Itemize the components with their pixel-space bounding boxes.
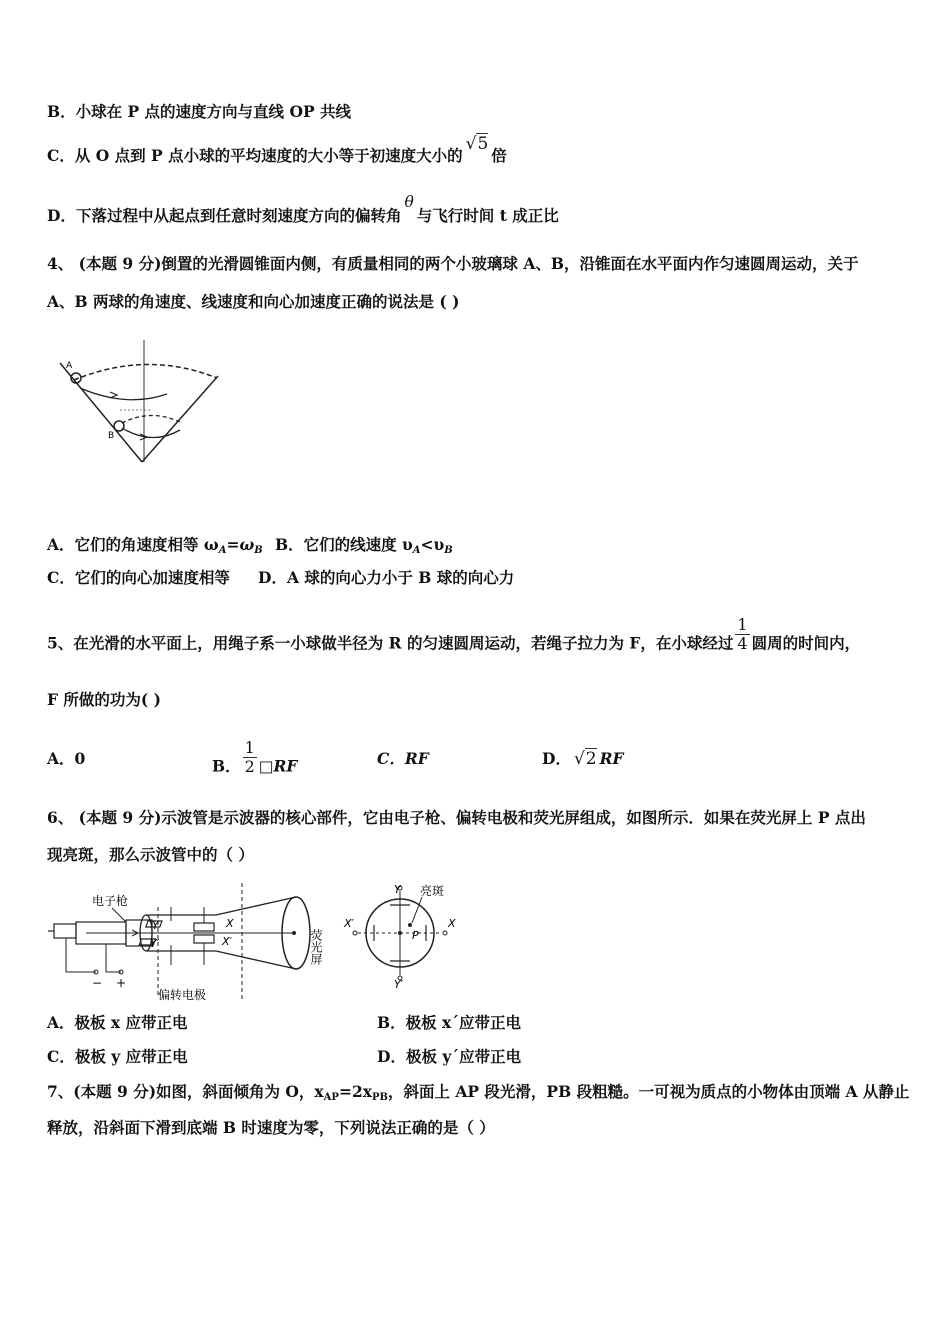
frac-num: 1 xyxy=(737,615,748,634)
q5-stem-tail: 圆周的时间内， xyxy=(751,633,861,653)
frac-den: 4 xyxy=(737,634,748,653)
label-bright-spot: 亮斑 xyxy=(420,884,445,898)
q7-stem-text: 7、(本题 9 分)如图，斜面倾角为 O，x xyxy=(47,1082,324,1101)
fig-label-a: A xyxy=(66,361,73,371)
q7-stem-tail: ，斜面上 AP 段光滑，PB 段粗糙。一可视为质点的小物体由顶端 A 从静止 xyxy=(387,1082,910,1101)
q5-option-b-text: B． xyxy=(212,756,241,776)
cone-figure xyxy=(52,338,227,468)
label-point-p: P xyxy=(412,929,419,942)
half-den: 2 xyxy=(244,757,255,776)
label-deflection-electrodes: 偏转电极 xyxy=(158,988,207,1002)
q4-option-a-text: A．它们的角速度相等 ω xyxy=(47,535,219,554)
q3-option-b: B．小球在 P 点的速度方向与直线 OP 共线 xyxy=(47,102,351,121)
oscilloscope-tube-figure xyxy=(46,877,466,1002)
label-plus: + xyxy=(116,976,127,990)
q7-stem-line1 xyxy=(47,1082,909,1108)
label-minus: − xyxy=(92,976,103,990)
label-screen-yp: Y′ xyxy=(394,978,404,991)
q4-option-b-sub2: B xyxy=(444,545,453,556)
fraction-quarter xyxy=(735,616,749,653)
q7-sub-ap: AP xyxy=(323,1092,339,1103)
q5-option-d-text: D． xyxy=(542,749,571,768)
label-x-plate: X xyxy=(226,917,234,930)
q4-option-b-text: B．它们的线速度 υ xyxy=(275,535,413,554)
q3-option-d xyxy=(47,193,559,226)
q4-option-c: C．它们的向心加速度相等 xyxy=(47,568,230,587)
q6-option-d: D．极板 y´应带正电 xyxy=(377,1047,522,1066)
q4-option-a-sub2: B xyxy=(254,545,263,556)
q4-option-b-mid: <υ xyxy=(420,535,445,554)
label-screen: 荧光屏 xyxy=(309,929,323,965)
q7-sub-pb: PB xyxy=(371,1092,388,1103)
q6-option-c: C．极板 y 应带正电 xyxy=(47,1047,188,1066)
q7-stem-mid: =2x xyxy=(338,1082,372,1101)
q5-option-b xyxy=(212,738,298,786)
q4-option-b-sub1: A xyxy=(412,545,421,556)
fraction-half xyxy=(243,739,257,776)
q4-option-a xyxy=(47,535,263,561)
q5-stem-text: 5、在光滑的水平面上，用绳子系一小球做半径为 R 的匀速圆周运动，若绳子拉力为 F，在小球经过 xyxy=(47,633,734,653)
q3-option-c-text: C．从 O 点到 P 点小球的平均速度的大小等于初速度大小的 xyxy=(47,146,463,165)
q5-option-b-tail: □RF xyxy=(258,756,298,776)
q6-stem-line2: 现亮斑，那么示波管中的（ ） xyxy=(47,845,254,864)
fig-label-b: B xyxy=(108,431,115,441)
label-screen-xp: X′ xyxy=(344,917,355,930)
q3-option-d-text: D．下落过程中从起点到任意时刻速度方向的偏转角 xyxy=(47,206,402,225)
q5-option-d-tail: RF xyxy=(599,749,624,768)
theta-symbol: θ xyxy=(404,193,414,211)
q7-stem-line2: 释放，沿斜面下滑到底端 B 时速度为零，下列说法正确的是（ ） xyxy=(47,1118,495,1137)
label-screen-x: X xyxy=(448,917,456,930)
label-screen-y: Y xyxy=(394,883,401,896)
q4-stem-line2: A、B 两球的角速度、线速度和向心加速度正确的说法是 ( ) xyxy=(47,292,460,311)
label-electron-gun: 电子枪 xyxy=(92,894,129,908)
q3-option-c-tail: 倍 xyxy=(491,146,507,165)
q5-stem-line2: F 所做的功为( ) xyxy=(47,690,161,709)
sqrt-2: √2 xyxy=(573,749,597,769)
q5-stem-line1 xyxy=(47,615,861,663)
label-xp-plate: X′ xyxy=(222,935,233,948)
q4-option-a-sub1: A xyxy=(218,545,227,556)
q5-option-c: C．RF xyxy=(377,749,429,768)
sqrt-5: √5 xyxy=(465,134,489,154)
q5-option-d xyxy=(542,749,624,769)
q3-option-c xyxy=(47,134,507,166)
label-yp-plate: Y′ xyxy=(150,937,160,950)
q6-option-b: B．极板 x´应带正电 xyxy=(377,1013,521,1032)
q6-stem-line1: 6、 (本题 9 分)示波管是示波器的核心部件，它由电子枪、偏转电极和荧光屏组成，如图所示．如果在荧光屏上 P 点出 xyxy=(47,808,866,827)
q4-option-d: D．A 球的向心力小于 B 球的向心力 xyxy=(258,568,515,587)
q4-stem-line1: 4、 (本题 9 分)倒置的光滑圆锥面内侧，有质量相同的两个小玻璃球 A、B，沿锥面在水平面内作匀速圆周运动，关于 xyxy=(47,254,859,273)
half-num: 1 xyxy=(244,738,255,757)
label-y-plate: Y xyxy=(152,919,159,932)
q3-option-d-tail: 与飞行时间 t 成正比 xyxy=(416,206,559,225)
q4-option-b xyxy=(275,535,453,561)
q6-option-a: A．极板 x 应带正电 xyxy=(47,1013,188,1032)
q4-option-a-mid: =ω xyxy=(226,535,255,554)
q5-option-a: A．0 xyxy=(47,749,86,768)
